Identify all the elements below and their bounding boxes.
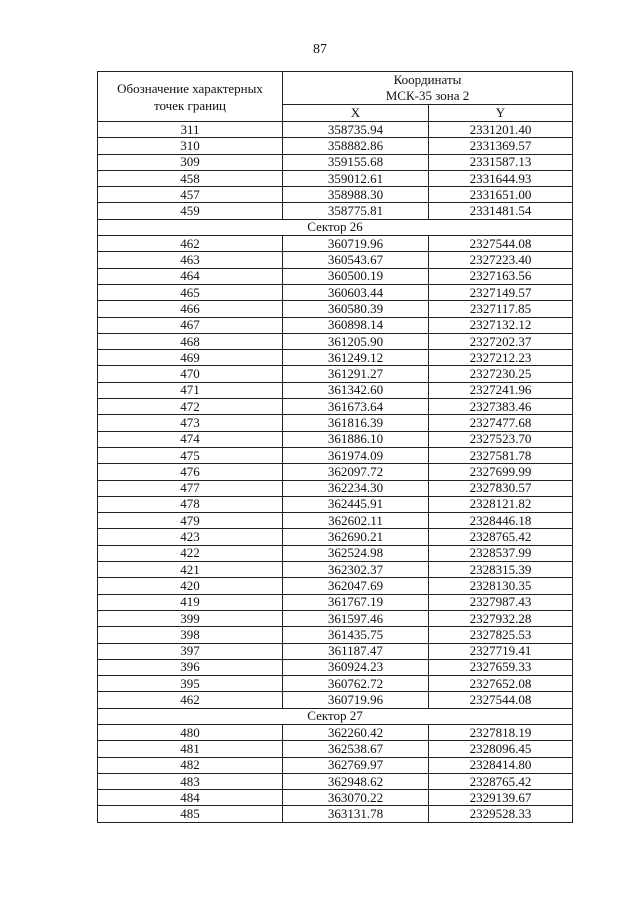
x-coordinate-cell: 359155.68 (283, 154, 429, 170)
x-coordinate-cell: 363070.22 (283, 790, 429, 806)
y-coordinate-cell: 2327477.68 (429, 415, 573, 431)
x-coordinate-cell: 360719.96 (283, 692, 429, 708)
point-cell: 466 (98, 301, 283, 317)
table-row (98, 773, 573, 789)
x-coordinate-cell: 358735.94 (283, 122, 429, 138)
y-coordinate-cell: 2329139.67 (429, 790, 573, 806)
y-coordinate-cell: 2327241.96 (429, 382, 573, 398)
point-cell: 462 (98, 692, 283, 708)
x-coordinate-cell: 361291.27 (283, 366, 429, 382)
table-row (98, 317, 573, 333)
y-coordinate-cell: 2327652.08 (429, 676, 573, 692)
point-cell: 485 (98, 806, 283, 822)
x-coordinate-cell: 362047.69 (283, 578, 429, 594)
y-coordinate-cell: 2327523.70 (429, 431, 573, 447)
point-cell: 459 (98, 203, 283, 219)
x-coordinate-cell: 361205.90 (283, 333, 429, 349)
table-row (98, 676, 573, 692)
y-coordinate-cell: 2328130.35 (429, 578, 573, 594)
x-coordinate-cell: 359012.61 (283, 170, 429, 186)
point-cell: 422 (98, 545, 283, 561)
y-coordinate-cell: 2331644.93 (429, 170, 573, 186)
point-cell: 395 (98, 676, 283, 692)
table-row (98, 513, 573, 529)
x-coordinate-cell: 360603.44 (283, 284, 429, 300)
y-coordinate-cell: 2327202.37 (429, 333, 573, 349)
y-coordinate-cell: 2329528.33 (429, 806, 573, 822)
point-cell: 474 (98, 431, 283, 447)
point-cell: 476 (98, 464, 283, 480)
x-coordinate-cell: 361886.10 (283, 431, 429, 447)
sector-row (98, 219, 573, 235)
table-row (98, 382, 573, 398)
table-row (98, 447, 573, 463)
x-coordinate-cell: 361974.09 (283, 447, 429, 463)
y-coordinate-cell: 2331481.54 (429, 203, 573, 219)
table-row (98, 627, 573, 643)
table-row (98, 236, 573, 252)
point-cell: 480 (98, 724, 283, 740)
coordinates-table (97, 71, 573, 823)
x-coordinate-cell: 362445.91 (283, 496, 429, 512)
table-row (98, 268, 573, 284)
point-cell: 469 (98, 350, 283, 366)
table-row (98, 529, 573, 545)
table-header (98, 72, 573, 122)
y-coordinate-cell: 2328446.18 (429, 513, 573, 529)
table-row (98, 578, 573, 594)
x-column-header: X (283, 105, 429, 122)
table-row (98, 366, 573, 382)
y-coordinate-cell: 2328096.45 (429, 741, 573, 757)
table-row (98, 480, 573, 496)
table-row (98, 643, 573, 659)
x-coordinate-cell: 362948.62 (283, 773, 429, 789)
y-coordinate-cell: 2327932.28 (429, 610, 573, 626)
x-coordinate-cell: 361187.47 (283, 643, 429, 659)
y-coordinate-cell: 2327230.25 (429, 366, 573, 382)
point-cell: 457 (98, 187, 283, 203)
table-row (98, 692, 573, 708)
point-cell: 478 (98, 496, 283, 512)
table-row (98, 350, 573, 366)
table-row (98, 464, 573, 480)
point-cell: 421 (98, 562, 283, 578)
table-row (98, 301, 573, 317)
point-cell: 463 (98, 252, 283, 268)
point-cell: 311 (98, 122, 283, 138)
point-cell: 419 (98, 594, 283, 610)
sector-row (98, 708, 573, 724)
point-header-line1: Обозначение характерных (117, 80, 263, 96)
table-row (98, 562, 573, 578)
point-cell: 484 (98, 790, 283, 806)
y-column-header: Y (429, 105, 573, 122)
y-coordinate-cell: 2328765.42 (429, 773, 573, 789)
x-coordinate-cell: 358775.81 (283, 203, 429, 219)
x-coordinate-cell: 362690.21 (283, 529, 429, 545)
x-coordinate-cell: 362234.30 (283, 480, 429, 496)
x-coordinate-cell: 362302.37 (283, 562, 429, 578)
table-row (98, 724, 573, 740)
table-row (98, 415, 573, 431)
x-coordinate-cell: 362524.98 (283, 545, 429, 561)
y-coordinate-cell: 2327581.78 (429, 447, 573, 463)
table-row (98, 284, 573, 300)
point-cell: 423 (98, 529, 283, 545)
y-coordinate-cell: 2328315.39 (429, 562, 573, 578)
x-coordinate-cell: 361435.75 (283, 627, 429, 643)
y-coordinate-cell: 2327544.08 (429, 236, 573, 252)
point-cell: 309 (98, 154, 283, 170)
table-row (98, 545, 573, 561)
y-coordinate-cell: 2331201.40 (429, 122, 573, 138)
table-row (98, 187, 573, 203)
sector-label: Сектор 26 (98, 219, 573, 235)
y-coordinate-cell: 2328765.42 (429, 529, 573, 545)
point-cell: 468 (98, 333, 283, 349)
point-cell: 464 (98, 268, 283, 284)
page-number: 87 (313, 42, 327, 57)
y-coordinate-cell: 2327544.08 (429, 692, 573, 708)
coordinates-header-line2: МСК-35 зона 2 (385, 88, 470, 103)
x-coordinate-cell: 361249.12 (283, 350, 429, 366)
y-coordinate-cell: 2328537.99 (429, 545, 573, 561)
y-coordinate-cell: 2327149.57 (429, 284, 573, 300)
y-coordinate-cell: 2327659.33 (429, 659, 573, 675)
table-row (98, 610, 573, 626)
table-row (98, 252, 573, 268)
table-row (98, 757, 573, 773)
x-coordinate-cell: 361767.19 (283, 594, 429, 610)
point-cell: 398 (98, 627, 283, 643)
table-row (98, 431, 573, 447)
coordinates-header (283, 72, 573, 105)
point-cell: 420 (98, 578, 283, 594)
x-coordinate-cell: 360762.72 (283, 676, 429, 692)
point-cell: 397 (98, 643, 283, 659)
y-coordinate-cell: 2327383.46 (429, 399, 573, 415)
y-coordinate-cell: 2327117.85 (429, 301, 573, 317)
x-coordinate-cell: 362260.42 (283, 724, 429, 740)
table-row (98, 741, 573, 757)
sector-label: Сектор 27 (98, 708, 573, 724)
point-header-line2: точек границ (153, 97, 227, 113)
x-coordinate-cell: 360924.23 (283, 659, 429, 675)
table-body (98, 122, 573, 823)
point-cell: 470 (98, 366, 283, 382)
table-row (98, 790, 573, 806)
x-coordinate-cell: 360543.67 (283, 252, 429, 268)
point-cell: 479 (98, 513, 283, 529)
table-row (98, 170, 573, 186)
point-cell: 482 (98, 757, 283, 773)
table-row (98, 594, 573, 610)
y-coordinate-cell: 2327830.57 (429, 480, 573, 496)
x-coordinate-cell: 361597.46 (283, 610, 429, 626)
point-cell: 477 (98, 480, 283, 496)
point-cell: 396 (98, 659, 283, 675)
y-coordinate-cell: 2327825.53 (429, 627, 573, 643)
x-coordinate-cell: 360898.14 (283, 317, 429, 333)
point-cell: 481 (98, 741, 283, 757)
y-coordinate-cell: 2327163.56 (429, 268, 573, 284)
y-coordinate-cell: 2327223.40 (429, 252, 573, 268)
y-coordinate-cell: 2327987.43 (429, 594, 573, 610)
y-coordinate-cell: 2331369.57 (429, 138, 573, 154)
y-coordinate-cell: 2327818.19 (429, 724, 573, 740)
y-coordinate-cell: 2327212.23 (429, 350, 573, 366)
point-column-header (98, 72, 283, 122)
table-row (98, 203, 573, 219)
point-cell: 472 (98, 399, 283, 415)
table-row (98, 496, 573, 512)
x-coordinate-cell: 362602.11 (283, 513, 429, 529)
point-cell: 483 (98, 773, 283, 789)
x-coordinate-cell: 361816.39 (283, 415, 429, 431)
x-coordinate-cell: 360580.39 (283, 301, 429, 317)
x-coordinate-cell: 362538.67 (283, 741, 429, 757)
point-cell: 458 (98, 170, 283, 186)
x-coordinate-cell: 358988.30 (283, 187, 429, 203)
point-cell: 467 (98, 317, 283, 333)
point-cell: 310 (98, 138, 283, 154)
x-coordinate-cell: 358882.86 (283, 138, 429, 154)
y-coordinate-cell: 2328414.80 (429, 757, 573, 773)
point-cell: 399 (98, 610, 283, 626)
x-coordinate-cell: 360500.19 (283, 268, 429, 284)
x-coordinate-cell: 362769.97 (283, 757, 429, 773)
point-cell: 465 (98, 284, 283, 300)
y-coordinate-cell: 2327719.41 (429, 643, 573, 659)
y-coordinate-cell: 2327699.99 (429, 464, 573, 480)
table-row (98, 154, 573, 170)
point-cell: 471 (98, 382, 283, 398)
x-coordinate-cell: 361673.64 (283, 399, 429, 415)
point-cell: 473 (98, 415, 283, 431)
x-coordinate-cell: 361342.60 (283, 382, 429, 398)
point-cell: 462 (98, 236, 283, 252)
table-row (98, 138, 573, 154)
table-row (98, 806, 573, 822)
y-coordinate-cell: 2331651.00 (429, 187, 573, 203)
x-coordinate-cell: 363131.78 (283, 806, 429, 822)
table-row (98, 399, 573, 415)
y-coordinate-cell: 2328121.82 (429, 496, 573, 512)
coordinates-header-line1: Координаты (393, 72, 462, 87)
table-row (98, 122, 573, 138)
y-coordinate-cell: 2327132.12 (429, 317, 573, 333)
y-coordinate-cell: 2331587.13 (429, 154, 573, 170)
table-row (98, 333, 573, 349)
x-coordinate-cell: 360719.96 (283, 236, 429, 252)
x-coordinate-cell: 362097.72 (283, 464, 429, 480)
point-cell: 475 (98, 447, 283, 463)
table-row (98, 659, 573, 675)
